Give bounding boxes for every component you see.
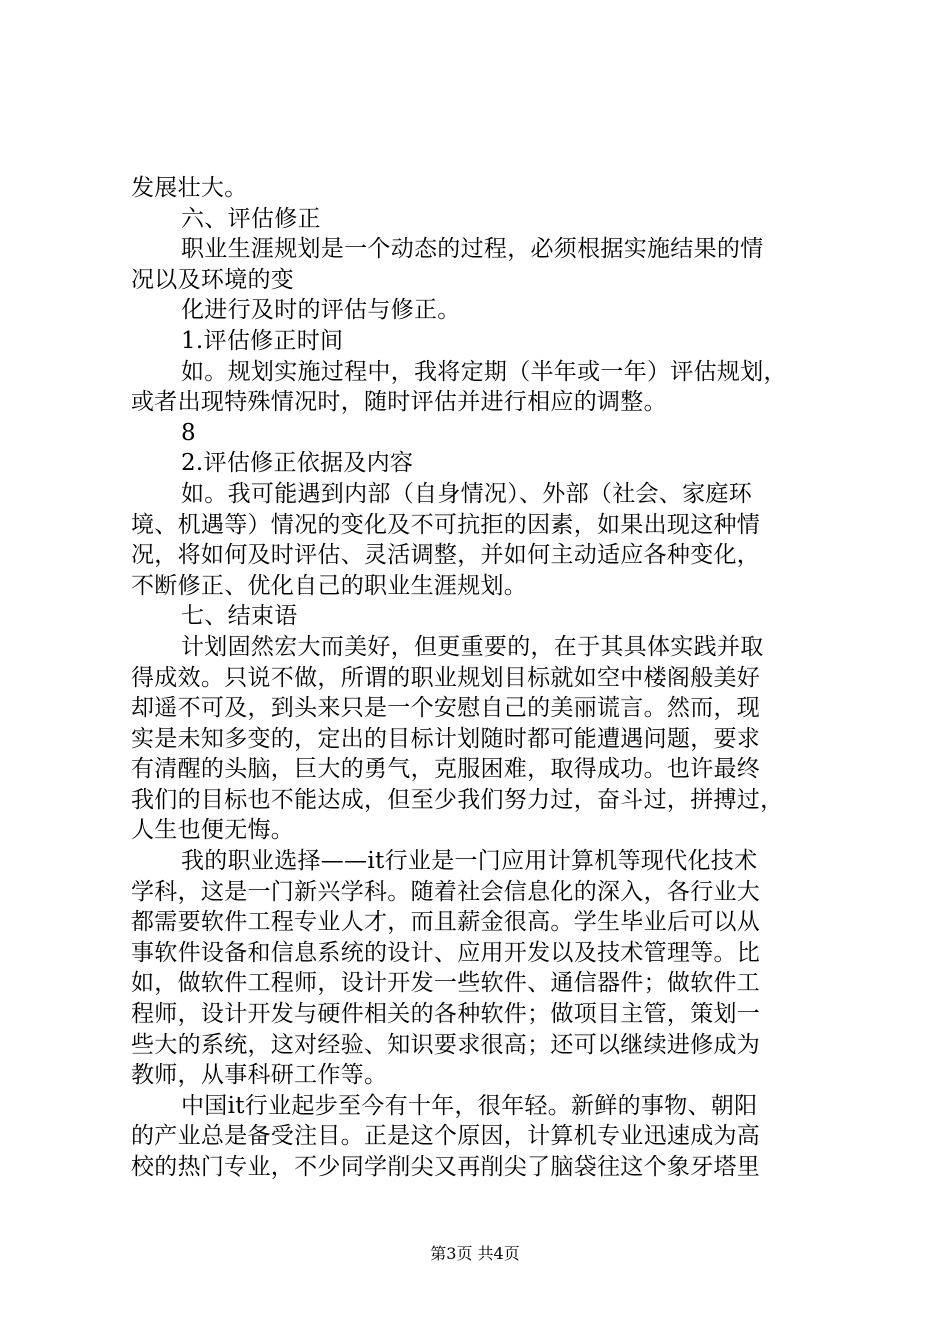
text-line: 六、评估修正 [181, 205, 321, 232]
text-line: 程师，设计开发与硬件相关的各种软件；做项目主管，策划一 [131, 1001, 761, 1028]
text-line: 中国it行业起步至今有十年，很年轻。新鲜的事物、朝阳 [181, 1092, 758, 1119]
text-line: 职业生涯规划是一个动态的过程，必须根据实施结果的情 [181, 236, 764, 263]
text-line: 计划固然宏大而美好，但更重要的，在于其具体实践并取 [181, 633, 764, 660]
text-line: 学科，这是一门新兴学科。随着社会信息化的深入，各行业大 [131, 878, 761, 905]
text-line: 实是未知多变的，定出的目标计划随时都可能遭遇问题，要求 [131, 725, 761, 752]
text-line: 我们的目标也不能达成，但至少我们努力过，奋斗过，拼搏过， [131, 786, 784, 813]
text-line: 如。我可能遇到内部（自身情况）、外部（社会、家庭环 [181, 480, 752, 507]
text-line: 校的热门专业，不少同学削尖又再削尖了脑袋往这个象牙塔里 [131, 1154, 761, 1180]
text-line: 况，将如何及时评估、灵活调整，并如何主动适应各种变化， [131, 542, 761, 569]
text-line: 发展壮大。 [131, 175, 248, 201]
text-line: 的产业总是备受注目。正是这个原因，计算机专业迅速成为高 [131, 1123, 761, 1150]
text-line: 些大的系统，这对经验、知识要求很高；还可以继续进修成为 [131, 1031, 761, 1058]
text-line: 有清醒的头脑，巨大的勇气，克服困难，取得成功。也许最终 [131, 756, 761, 783]
text-line: 得成效。只说不做，所谓的职业规划目标就如空中楼阁般美好 [131, 664, 761, 691]
text-line: 境、机遇等）情况的变化及不可抗拒的因素，如果出现这种情 [131, 511, 761, 538]
text-line: 却遥不可及，到头来只是一个安慰自己的美丽谎言。然而，现 [131, 695, 761, 722]
text-line: 不断修正、优化自己的职业生涯规划。 [131, 572, 528, 599]
text-line: 化进行及时的评估与修正。 [181, 297, 461, 324]
text-line: 1.评估修正时间 [181, 327, 344, 354]
text-line: 教师，从事科研工作等。 [131, 1062, 388, 1089]
text-line: 2.评估修正依据及内容 [181, 450, 414, 477]
body-text [131, 173, 831, 1183]
text-line: 七、结束语 [181, 603, 298, 630]
text-line: 如。规划实施过程中，我将定期（半年或一年）评估规划， [181, 358, 787, 385]
text-line: 事软件设备和信息系统的设计、应用开发以及技术管理等。比 [131, 939, 761, 966]
text-line: 况以及环境的变 [131, 266, 295, 293]
text-line: 我的职业选择——it行业是一门应用计算机等现代化技术 [181, 848, 758, 875]
text-line: 都需要软件工程专业人才，而且薪金很高。学生毕业后可以从 [131, 909, 761, 936]
page-footer: 第3页 共4页 [430, 1244, 520, 1263]
text-line: 8 [181, 419, 196, 446]
text-line: 人生也便无悔。 [131, 817, 295, 844]
text-line: 如，做软件工程师，设计开发一些软件、通信器件；做软件工 [131, 970, 761, 997]
text-line: 或者出现特殊情况时，随时评估并进行相应的调整。 [131, 389, 667, 416]
